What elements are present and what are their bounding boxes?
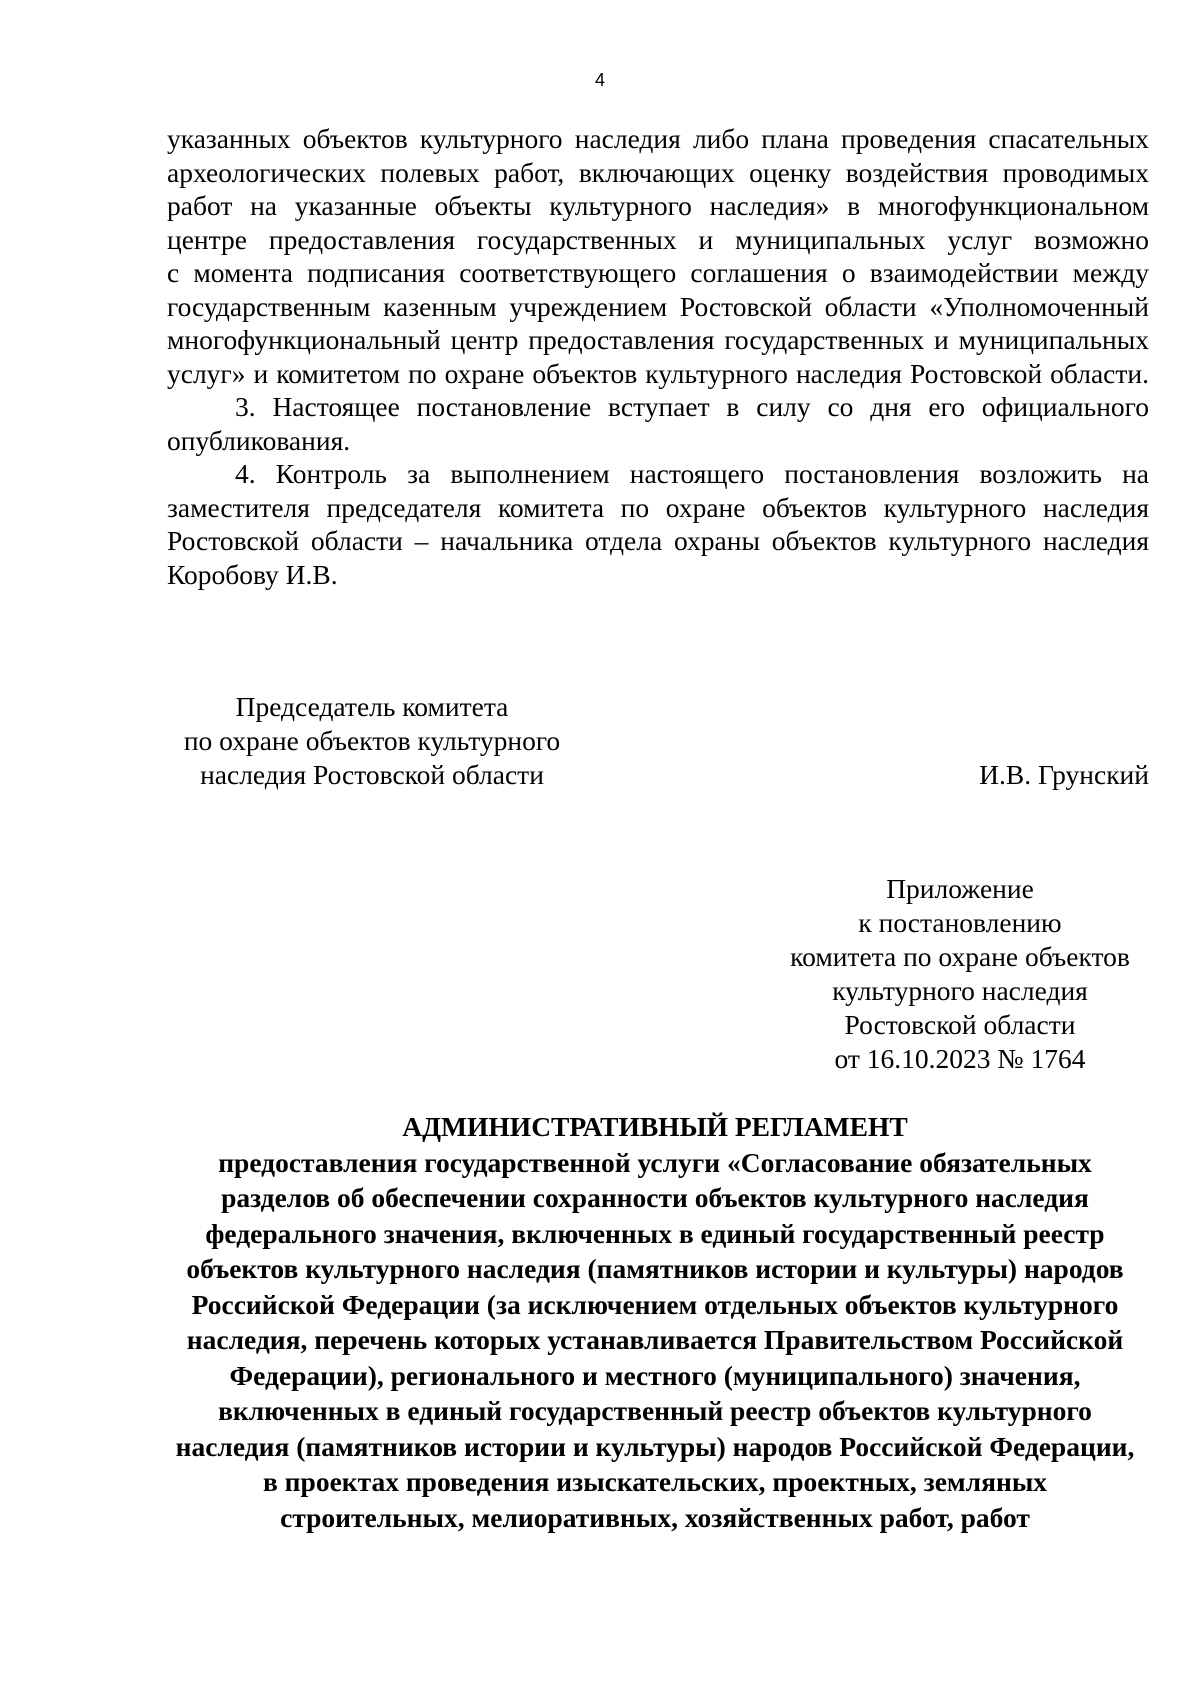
appendix-line: Приложение bbox=[886, 873, 1034, 904]
paragraph-line: работ на указанные объекты культурного наследия» в многофункциональном bbox=[167, 190, 1149, 221]
regulation-subtitle-line: Федерации), регионального и местного (муниципального) значения, bbox=[229, 1359, 1081, 1391]
body-text bbox=[167, 122, 1149, 591]
regulation-subtitle-line: предоставления государственной услуги «Согласование обязательных bbox=[218, 1146, 1092, 1178]
regulation-subtitle-line: наследия (памятников истории и культуры) народов Российской Федерации, bbox=[175, 1430, 1135, 1462]
signature-title-line: по охране объектов культурного bbox=[183, 725, 561, 756]
signatory-name: И.В. Грунский bbox=[979, 759, 1149, 790]
appendix-line: культурного наследия bbox=[832, 975, 1088, 1006]
regulation-subtitle-line: включенных в единый государственный реестр объектов культурного bbox=[218, 1395, 1092, 1426]
signature-title-line: наследия Ростовской области bbox=[200, 759, 544, 790]
signature-block bbox=[167, 690, 1149, 792]
paragraph-line: услуг» и комитетом по охране объектов культурного наследия Ростовской области. bbox=[167, 357, 1149, 389]
signature-title-line: Председатель комитета bbox=[235, 691, 509, 722]
appendix-line: Ростовской области bbox=[844, 1009, 1076, 1040]
page-number: 4 bbox=[594, 70, 605, 90]
appendix-line: комитета по охране объектов bbox=[790, 941, 1130, 972]
paragraph-control: 4. Контроль за выполнением настоящего постановления возложить на заместителя председателя комитета по охране объектов культурного наследия Ростовской области – начальника отдела охраны объектов культурного наследия Коробову И.В. bbox=[167, 458, 1149, 590]
regulation-subtitle-line: строительных, мелиоративных, хозяйственных работ, работ bbox=[280, 1501, 1030, 1533]
regulation-subtitle-line: объектов культурного наследия (памятников истории и культуры) народов bbox=[186, 1253, 1124, 1284]
regulation-subtitle-line: Российской Федерации (за исключением отдельных объектов культурного bbox=[191, 1288, 1119, 1320]
paragraph-line: указанных объектов культурного наследия либо плана проведения спасательных bbox=[167, 123, 1149, 154]
regulation-heading bbox=[160, 1109, 1150, 1535]
regulation-subtitle-line: разделов об обеспечении сохранности объектов культурного наследия bbox=[221, 1182, 1089, 1213]
paragraph-line: центре предоставления государственных и муниципальных услуг возможно bbox=[167, 223, 1149, 255]
paragraph-line: государственным казенным учреждением Ростовской области «Уполномоченный bbox=[167, 290, 1149, 322]
regulation-subtitle-line: наследия, перечень которых устанавливается Правительством Российской bbox=[186, 1324, 1124, 1355]
appendix-line: к постановлению bbox=[858, 907, 1062, 938]
signature-title bbox=[167, 690, 577, 792]
paragraph-line: археологических полевых работ, включающих оценку воздействия проводимых bbox=[167, 156, 1149, 188]
regulation-subtitle-line: федерального значения, включенных в единый государственный реестр bbox=[205, 1217, 1105, 1249]
paragraph-line: с момента подписания соответствующего соглашения о взаимодействии между bbox=[167, 257, 1149, 288]
paragraph-effective-date: 3. Настоящее постановление вступает в силу со дня его официального опубликования. bbox=[167, 391, 1149, 456]
appendix-line: от 16.10.2023 № 1764 bbox=[834, 1043, 1086, 1074]
regulation-subtitle-line: в проектах проведения изыскательских, проектных, земляных bbox=[262, 1466, 1048, 1497]
paragraph-line: многофункциональный центр предоставления государственных и муниципальных bbox=[167, 324, 1149, 355]
appendix-note bbox=[780, 872, 1140, 1076]
regulation-title: АДМИНИСТРАТИВНЫЙ РЕГЛАМЕНТ bbox=[402, 1111, 908, 1142]
